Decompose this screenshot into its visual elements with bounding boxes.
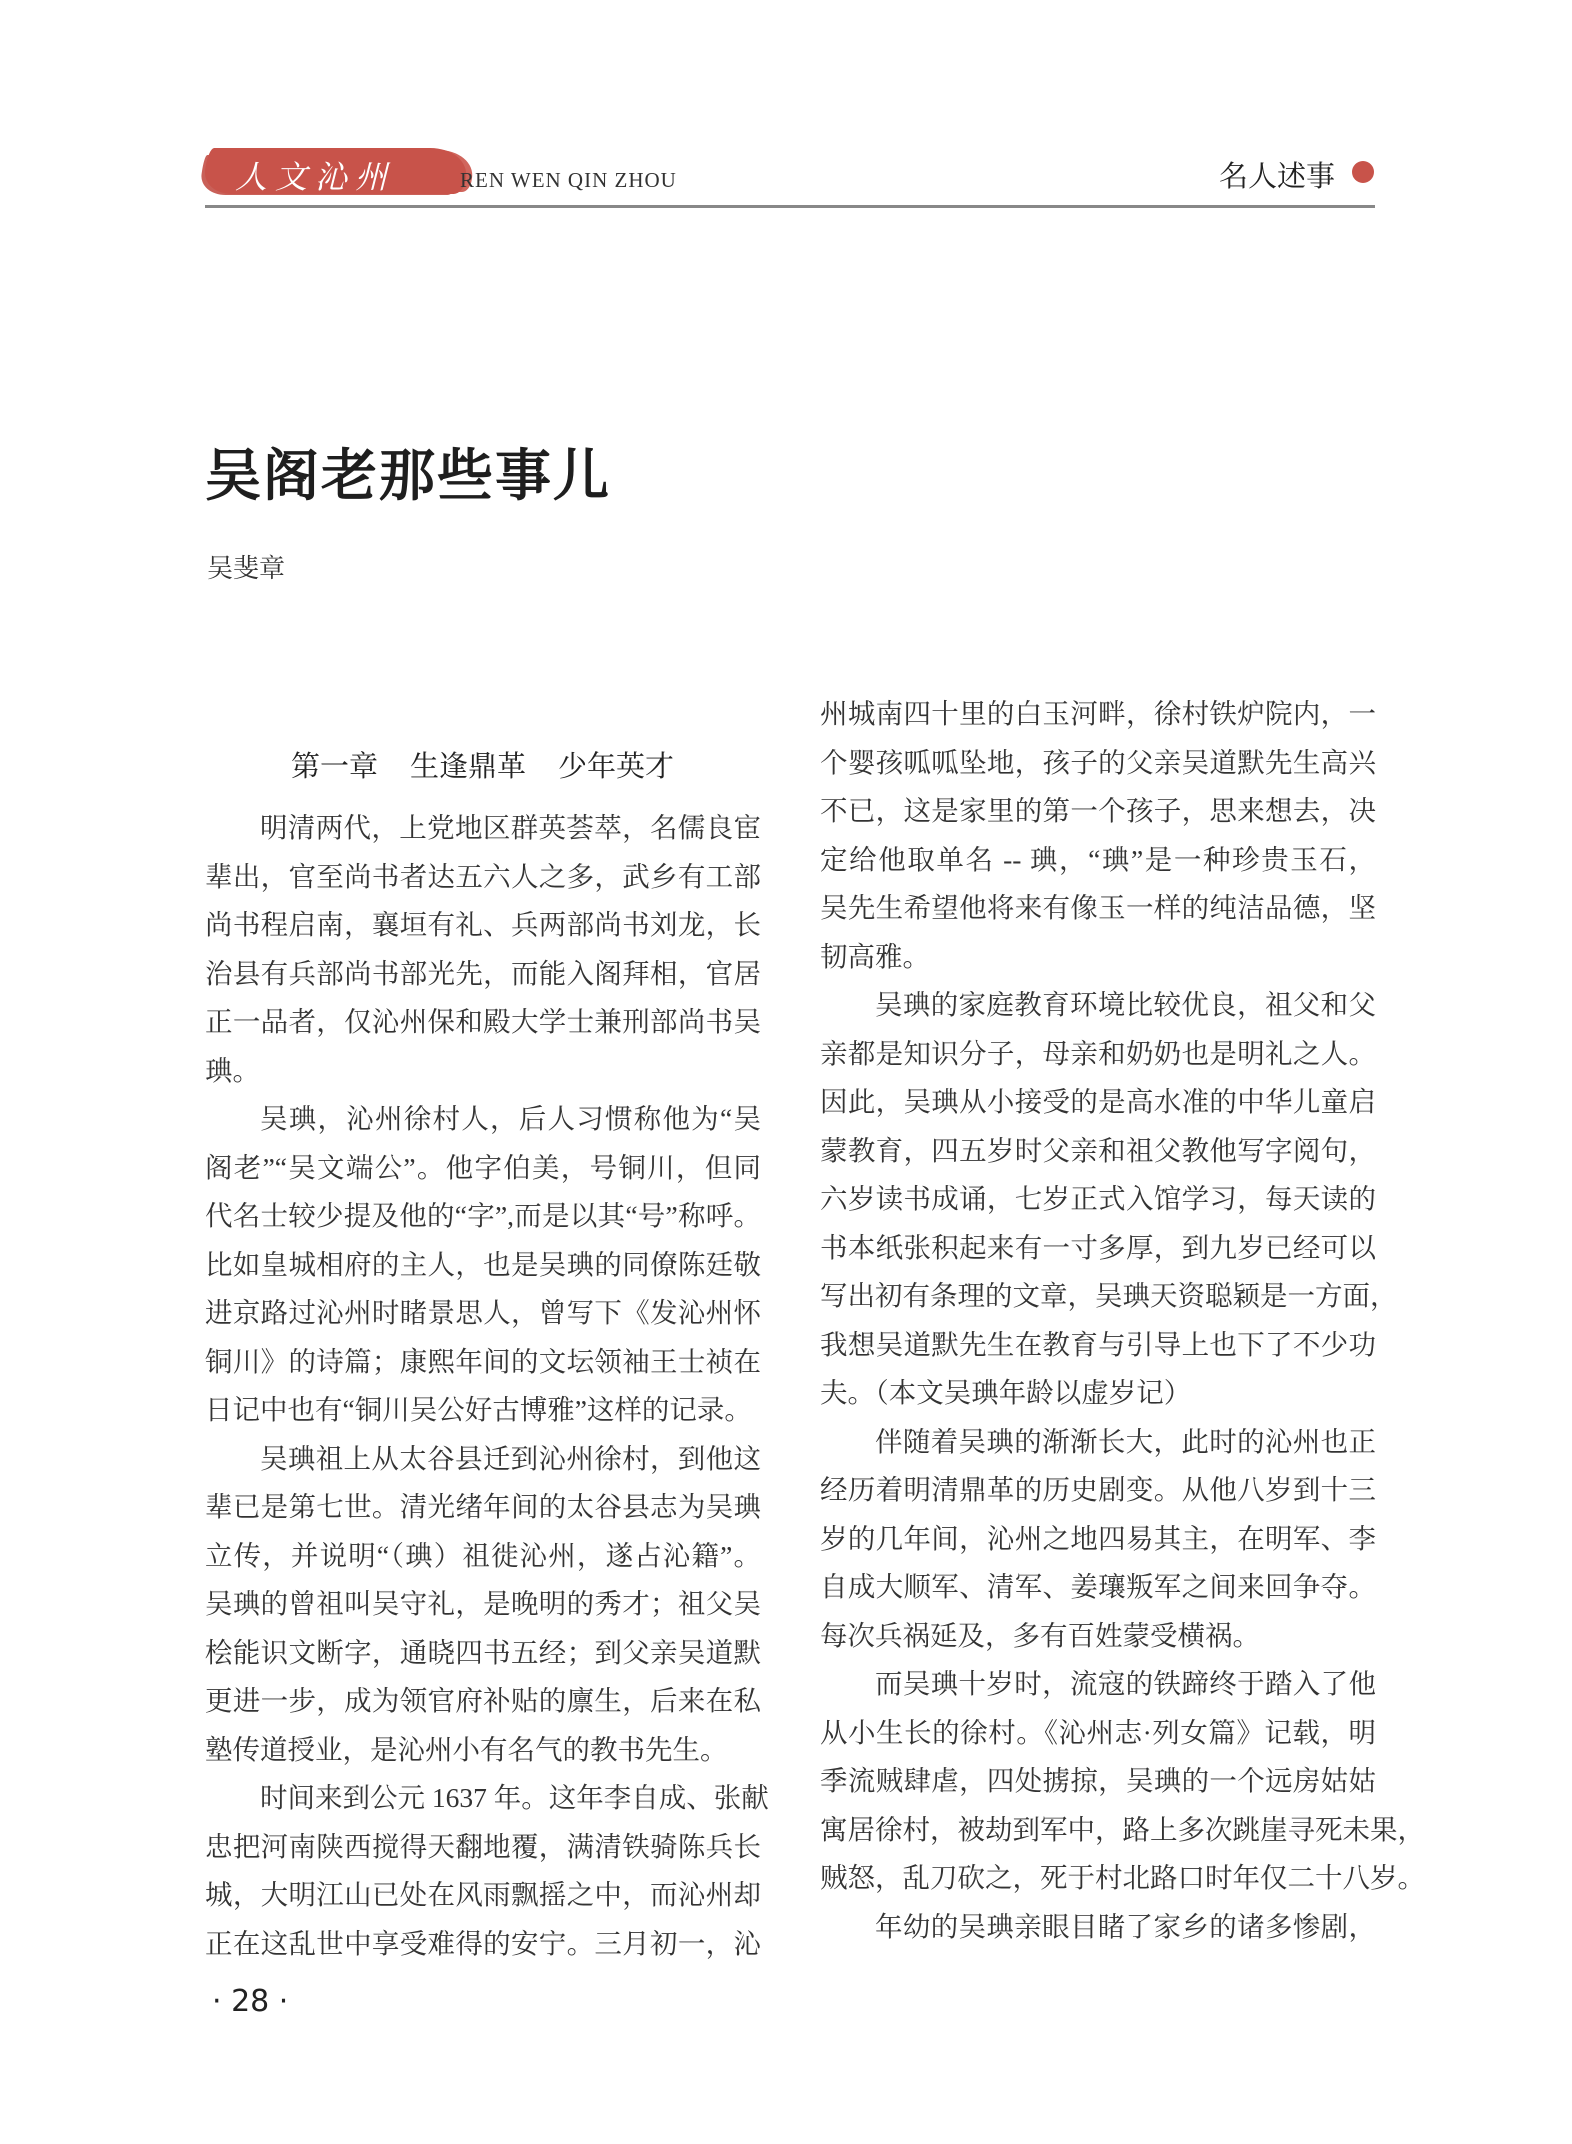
text-line: 季流贼肆虐，四处掳掠，吴琠的一个远房姑姑 bbox=[820, 1765, 1376, 1796]
text-line: 城，大明江山已处在风雨飘摇之中，而沁州却 bbox=[205, 1879, 761, 1910]
text-line: 更进一步，成为领官府补贴的廪生，后来在私 bbox=[205, 1685, 761, 1716]
article-author: 吴斐章 bbox=[207, 554, 286, 584]
text-line: 塾传道授业，是沁州小有名气的教书先生。 bbox=[205, 1733, 728, 1765]
text-line: 蒙教育，四五岁时父亲和祖父教他写字阅句， bbox=[820, 1134, 1376, 1166]
text-line: 正在这乱世中享受难得的安宁。三月初一，沁 bbox=[205, 1927, 761, 1959]
article-title: 吴阁老那些事儿 bbox=[205, 444, 611, 509]
text-line: 桧能识文断字，通晓四书五经；到父亲吴道默 bbox=[205, 1636, 761, 1668]
text-line: 忠把河南陕西搅得天翻地覆，满清铁骑陈兵长 bbox=[205, 1830, 761, 1862]
text-line: 因此，吴琠从小接受的是高水准的中华儿童启 bbox=[820, 1086, 1376, 1117]
text-line: 伴随着吴琠的渐渐长大，此时的沁州也正 bbox=[875, 1425, 1376, 1457]
text-line: 日记中也有“铜川吴公好古博雅”这样的记录。 bbox=[205, 1394, 752, 1425]
header-divider bbox=[205, 205, 1375, 208]
chapter-heading bbox=[205, 744, 760, 785]
text-line: 从小生长的徐村。《沁州志·列女篇》记载，明 bbox=[820, 1716, 1376, 1748]
text-line: 吴先生希望他将来有像玉一样的纯洁品德，坚 bbox=[820, 892, 1376, 923]
text-line: 州城南四十里的白玉河畔，徐村铁炉院内，一 bbox=[820, 698, 1376, 729]
text-line: 阁老”“吴文端公”。他字伯美，号铜川，但同 bbox=[205, 1151, 761, 1183]
text-line: 尚书程启南，襄垣有礼、兵两部尚书刘龙，长 bbox=[205, 909, 761, 940]
text-line: 夫。（本文吴琠年龄以虚岁记） bbox=[820, 1377, 1192, 1408]
magazine-subtitle: REN WEN QIN ZHOU bbox=[460, 168, 677, 192]
text-line: 我想吴道默先生在教育与引导上也下了不少功 bbox=[820, 1328, 1376, 1360]
text-line: 明清两代，上党地区群英荟萃，名儒良宦 bbox=[260, 812, 761, 843]
chapter-title-part1: 生逢鼎革 bbox=[409, 749, 526, 783]
text-line: 自成大顺军、清军、姜瓖叛军之间来回争夺。 bbox=[820, 1571, 1376, 1602]
page-number: · 28 · bbox=[212, 1984, 289, 2019]
text-line: 治县有兵部尚书部光先，而能入阁拜相，官居 bbox=[205, 957, 761, 989]
text-line: 吴琠，沁州徐村人，后人习惯称他为“吴 bbox=[260, 1103, 761, 1134]
text-line: 辈出，官至尚书者达五六人之多，武乡有工部 bbox=[205, 860, 761, 892]
text-line: 时间来到公元 1637 年。这年李自成、张献 bbox=[260, 1782, 769, 1813]
text-line: 个婴孩呱呱坠地，孩子的父亲吴道默先生高兴 bbox=[820, 746, 1376, 778]
text-line: 韧高雅。 bbox=[820, 940, 930, 972]
text-line: 寓居徐村，被劫到军中，路上多次跳崖寻死未果， bbox=[820, 1813, 1425, 1845]
text-line: 不已，这是家里的第一个孩子，思来想去，决 bbox=[820, 795, 1376, 826]
text-line: 比如皇城相府的主人，也是吴琠的同僚陈廷敬 bbox=[205, 1248, 761, 1280]
section-label: 名人述事 bbox=[1218, 159, 1335, 193]
text-line: 每次兵祸延及，多有百姓蒙受横祸。 bbox=[820, 1619, 1260, 1651]
text-line: 琠。 bbox=[205, 1054, 260, 1086]
text-line: 贼怒，乱刀砍之，死于村北路口时年仅二十八岁。 bbox=[820, 1862, 1425, 1893]
chapter-number: 第一章 bbox=[290, 749, 378, 783]
text-line: 铜川》的诗篇；康熙年间的文坛领袖王士祯在 bbox=[205, 1345, 761, 1377]
text-line: 吴琠的曾祖叫吴守礼，是晚明的秀才；祖父吴 bbox=[205, 1588, 761, 1619]
text-line: 吴琠的家庭教育环境比较优良，祖父和父 bbox=[875, 989, 1376, 1020]
text-line: 年幼的吴琠亲眼目睹了家乡的诸多惨剧， bbox=[875, 1910, 1376, 1942]
text-line: 正一品者，仅沁州保和殿大学士兼刑部尚书吴 bbox=[205, 1006, 761, 1037]
text-line: 辈已是第七世。清光绪年间的太谷县志为吴琠 bbox=[205, 1491, 761, 1522]
text-line: 亲都是知识分子，母亲和奶奶也是明礼之人。 bbox=[820, 1037, 1376, 1069]
section-dot-icon bbox=[1352, 161, 1374, 183]
magazine-logo bbox=[205, 148, 467, 194]
text-line: 岁的几年间，沁州之地四易其主，在明军、李 bbox=[820, 1522, 1376, 1554]
chapter-title-part2: 少年英才 bbox=[558, 749, 675, 783]
text-line: 进京路过沁州时睹景思人，曾写下《发沁州怀 bbox=[205, 1297, 761, 1328]
text-line: 六岁读书成诵，七岁正式入馆学习，每天读的 bbox=[820, 1183, 1376, 1214]
text-line: 经历着明清鼎革的历史剧变。从他八岁到十三 bbox=[820, 1474, 1376, 1505]
text-line: 吴琠祖上从太谷县迁到沁州徐村，到他这 bbox=[260, 1442, 761, 1474]
logo-text: 人文沁州 bbox=[235, 158, 396, 196]
text-line: 而吴琠十岁时，流寇的铁蹄终于踏入了他 bbox=[875, 1668, 1376, 1699]
text-line: 写出初有条理的文章，吴琠天资聪颖是一方面， bbox=[820, 1280, 1398, 1311]
text-line: 立传，并说明“（琠）祖徙沁州，遂占沁籍”。 bbox=[205, 1539, 761, 1571]
text-line: 书本纸张积起来有一寸多厚，到九岁已经可以 bbox=[820, 1231, 1376, 1263]
text-line: 代名士较少提及他的“字”,而是以其“号”称呼。 bbox=[205, 1200, 761, 1231]
text-line: 定给他取单名 -- 琠，“琠”是一种珍贵玉石， bbox=[820, 843, 1376, 875]
